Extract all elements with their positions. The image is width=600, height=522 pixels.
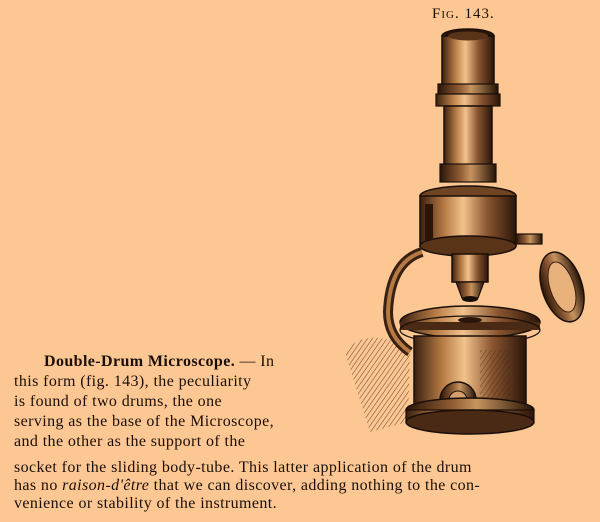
paragraph-line-2: this form (fig. 143), the peculiarity xyxy=(14,373,252,390)
figure-label: Fig. 143. xyxy=(432,6,495,22)
paragraph-line-3: is found of two drums, the one xyxy=(14,393,222,410)
paragraph-line-5: and the other as the support of the xyxy=(14,433,246,450)
paragraph-line-4: serving as the base of the Microscope, xyxy=(14,413,275,430)
microscope-illustration xyxy=(330,22,600,452)
paragraph-line-8: venience or stability of the instrument. xyxy=(14,495,278,512)
line7-pre: has no xyxy=(14,477,63,494)
section-heading: Double-Drum Microscope. xyxy=(44,353,236,370)
heading-dash: — In xyxy=(235,353,275,370)
line7-post: that we can discover, adding nothing to the con- xyxy=(149,477,481,494)
paragraph-line-1 xyxy=(44,352,274,372)
italic-phrase: raison-d'être xyxy=(62,477,150,494)
paragraph-line-7 xyxy=(14,476,480,496)
paragraph-line-6: socket for the sliding body-tube. This latter application of the drum xyxy=(14,459,472,476)
